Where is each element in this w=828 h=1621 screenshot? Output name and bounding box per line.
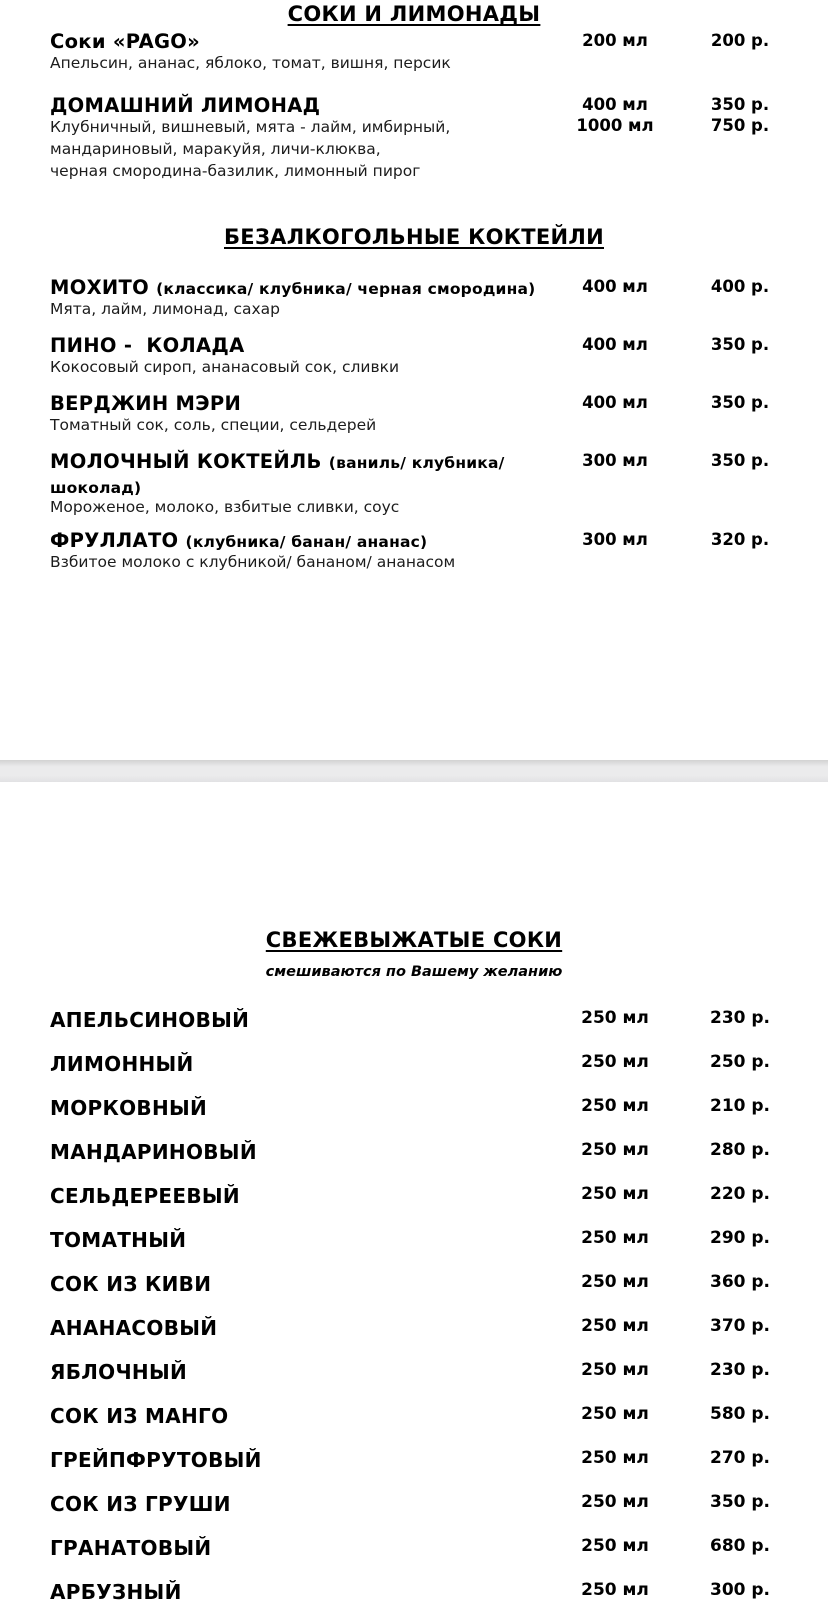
item-volume: 250 мл	[581, 1404, 649, 1424]
item-volume: 250 мл	[581, 1492, 649, 1512]
menu-page-1	[0, 0, 828, 760]
item-name: ПИНО - КОЛАДА	[50, 334, 245, 357]
item-price: 250 р.	[709, 1052, 771, 1072]
item-name: ФРУЛЛАТО	[50, 529, 179, 552]
item-name: СОК ИЗ ГРУШИ	[50, 1492, 231, 1516]
section-title-cocktails: БЕЗАЛКОГОЛЬНЫЕ КОКТЕЙЛИ	[224, 225, 604, 249]
item-note: (классика/ клубника/ черная смородина)	[156, 280, 536, 298]
item-description: Томатный сок, соль, специи, сельдерей	[50, 416, 377, 434]
item-note: (клубника/ банан/ ананас)	[185, 533, 428, 551]
item-description-line: черная смородина-базилик, лимонный пирог	[50, 162, 421, 180]
item-name: ЯБЛОЧНЫЙ	[50, 1360, 188, 1384]
item-price: 230 р.	[709, 1008, 771, 1028]
item-name: СЕЛЬДЕРЕЕВЫЙ	[50, 1184, 240, 1208]
item-volume: 400 мл	[582, 335, 648, 354]
item-price: 220 р.	[709, 1184, 771, 1204]
item-price: 270 р.	[709, 1448, 771, 1468]
item-volume: 250 мл	[581, 1448, 649, 1468]
item-name: МАНДАРИНОВЫЙ	[50, 1140, 257, 1164]
page-divider	[0, 760, 828, 782]
item-price: 200 р.	[710, 31, 770, 50]
item-volume: 250 мл	[581, 1536, 649, 1556]
item-name: Соки «PAGO»	[50, 30, 201, 53]
item-description: Взбитое молоко с клубникой/ бананом/ ананасом	[50, 553, 456, 571]
item-volume: 250 мл	[581, 1228, 649, 1248]
item-price: 320 р.	[710, 530, 770, 549]
item-name: АПЕЛЬСИНОВЫЙ	[50, 1008, 250, 1032]
item-volume: 1000 мл	[576, 116, 654, 135]
item-name: ВЕРДЖИН МЭРИ	[50, 392, 242, 415]
item-name: СОК ИЗ КИВИ	[50, 1272, 212, 1296]
item-price: 350 р.	[710, 393, 770, 412]
item-volume: 250 мл	[581, 1360, 649, 1380]
item-volume: 250 мл	[581, 1052, 649, 1072]
item-name: МОЛОЧНЫЙ КОКТЕЙЛЬ	[50, 450, 322, 473]
item-name: ЛИМОННЫЙ	[50, 1052, 194, 1076]
item-price: 280 р.	[709, 1140, 771, 1160]
item-price: 350 р.	[709, 1492, 771, 1512]
item-name-line	[50, 450, 520, 500]
item-description-line: мандариновый, маракуйя, личи-клюква,	[50, 140, 381, 158]
item-price: 580 р.	[709, 1404, 771, 1424]
item-name: МОРКОВНЫЙ	[50, 1096, 208, 1120]
item-volume: 300 мл	[582, 530, 648, 549]
section-title-fresh: СВЕЖЕВЫЖАТЫЕ СОКИ	[265, 928, 563, 952]
item-price: 350 р.	[710, 335, 770, 354]
item-price: 750 р.	[710, 116, 770, 135]
item-price: 400 р.	[710, 277, 770, 296]
item-price: 210 р.	[709, 1096, 771, 1116]
item-price: 350 р.	[710, 451, 770, 470]
item-description: Мороженое, молоко, взбитые сливки, соус	[50, 498, 400, 516]
item-name: МОХИТО	[50, 276, 150, 299]
item-volume: 300 мл	[582, 451, 648, 470]
item-name: СОК ИЗ МАНГО	[50, 1404, 229, 1428]
item-volume: 250 мл	[581, 1096, 649, 1116]
item-name: ГРАНАТОВЫЙ	[50, 1536, 212, 1560]
item-volume: 400 мл	[582, 95, 648, 114]
item-volume: 250 мл	[581, 1008, 649, 1028]
item-note: (ваниль/ клубника/ шоколад)	[50, 454, 505, 497]
item-volume: 400 мл	[582, 277, 648, 296]
item-price: 680 р.	[709, 1536, 771, 1556]
item-description: Апельсин, ананас, яблоко, томат, вишня, персик	[50, 54, 451, 72]
item-price: 360 р.	[709, 1272, 771, 1292]
item-price: 290 р.	[709, 1228, 771, 1248]
section-subtitle-fresh: смешиваются по Вашему желанию	[265, 964, 563, 980]
item-price: 350 р.	[710, 95, 770, 114]
item-description-line: Клубничный, вишневый, мята - лайм, имбирный,	[50, 118, 451, 136]
item-volume: 250 мл	[581, 1316, 649, 1336]
item-price: 370 р.	[709, 1316, 771, 1336]
item-name: АРБУЗНЫЙ	[50, 1580, 182, 1604]
item-description: Мята, лайм, лимонад, сахар	[50, 300, 280, 318]
item-name: ТОМАТНЫЙ	[50, 1228, 187, 1252]
item-name: ГРЕЙПФРУТОВЫЙ	[50, 1448, 262, 1472]
item-volume: 400 мл	[582, 393, 648, 412]
item-volume: 200 мл	[582, 31, 648, 50]
section-title-juices: СОКИ И ЛИМОНАДЫ	[287, 2, 541, 26]
item-price: 300 р.	[709, 1580, 771, 1600]
menu-page-2	[0, 782, 828, 1621]
item-price: 230 р.	[709, 1360, 771, 1380]
item-name: ДОМАШНИЙ ЛИМОНАД	[50, 94, 321, 117]
item-volume: 250 мл	[581, 1140, 649, 1160]
item-volume: 250 мл	[581, 1184, 649, 1204]
item-volume: 250 мл	[581, 1580, 649, 1600]
item-name: АНАНАСОВЫЙ	[50, 1316, 218, 1340]
item-description: Кокосовый сироп, ананасовый сок, сливки	[50, 358, 400, 376]
item-volume: 250 мл	[581, 1272, 649, 1292]
